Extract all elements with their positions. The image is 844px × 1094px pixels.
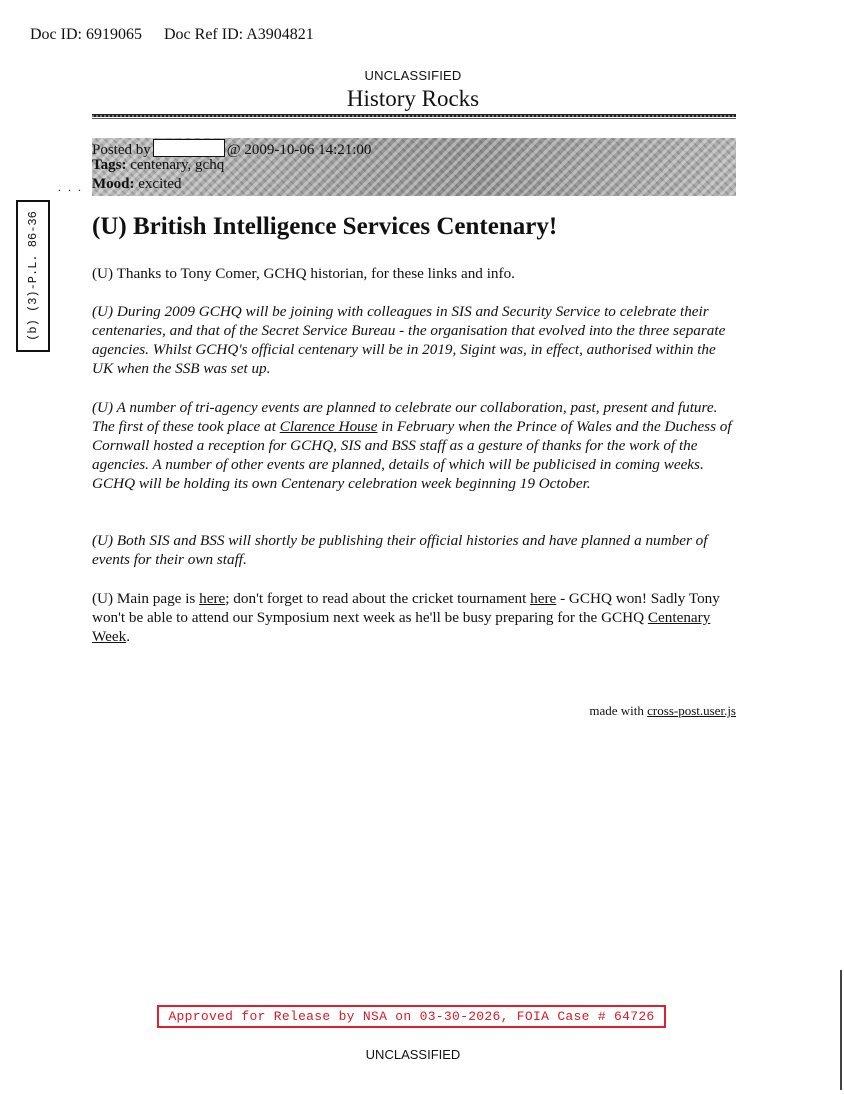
posted-by-label: Posted by [92,142,151,158]
stamp-leader-dots: . . . [58,180,83,194]
title-rule-thin [92,118,736,119]
cross-post-script-link[interactable]: cross-post.user.js [647,703,736,718]
title-rule-pattern [92,115,736,117]
post-paragraph-1: (U) Thanks to Tony Comer, GCHQ historian, for these links and info. [92,265,515,282]
document-ids [30,26,332,44]
made-with-note [480,703,736,719]
post-paragraph-4: (U) Both SIS and BSS will shortly be publishing their official histories and have planned a number of events for their own staff. [92,532,708,568]
exemption-stamp [16,200,50,352]
centenary-week-link[interactable]: Centenary Week [92,609,711,645]
tags-label: Tags: [92,157,127,173]
mood-label: Mood: [92,176,135,192]
classification-bottom: UNCLASSIFIED [365,1047,461,1062]
classification-top: UNCLASSIFIED [364,68,462,83]
post-paragraph-2: (U) During 2009 GCHQ will be joining with colleagues in SIS and Security Service to celebrate their centenaries, and that of the Secret Service Bureau - the organisation that evolved into the three separate agencies. Whilst GCHQ's official centenary will be in 2019, Sigint was, in effect, authorised within the UK when the SSB was set up. [92,303,726,377]
posted-by-line [92,139,371,159]
redacted-author [153,139,225,157]
p5-text-a: (U) Main page is [92,590,200,607]
p3-text-after: in February when the Prince of Wales and the Duchess of Cornwall hosted a reception for GCHQ, SIS and BSS staff as a gesture of thanks for the work of the agencies. A number of other events are planned, details of which will be publicised in coming weeks. GCHQ will be holding its own Centenary celebration week beginning 19 October. [92,418,732,492]
cricket-tournament-link[interactable]: here [530,590,557,607]
mood-value: excited [138,176,182,192]
made-with-label: made with [589,703,648,718]
post-title: (U) British Intelligence Services Centenary! [92,213,558,240]
exemption-stamp-text: (b) (3)-P.L. 86-36 [26,211,40,341]
doc-id: Doc ID: 6919065 [30,26,142,43]
clarence-house-link[interactable]: Clarence House [279,418,378,435]
mood-line [92,176,182,193]
p5-text-c: - GCHQ won! Sadly Tony won't be able to attend our Symposium next week as he'll be busy preparing for the GCHQ [92,590,720,626]
p5-text-b: ; don't forget to read about the cricket tournament [225,590,531,607]
release-approval-stamp: Approved for Release by NSA on 03-30-2026, FOIA Case # 64726 [157,1005,666,1028]
post-paragraph-3 [92,398,736,493]
doc-ref-id: Doc Ref ID: A3904821 [163,26,314,43]
scan-edge-mark [840,970,842,1090]
tags-line [92,157,224,174]
blog-title: History Rocks [346,86,480,111]
tags-value: centenary, gchq [130,157,225,173]
p3-text-before: (U) A number of tri-agency events are planned to celebrate our collaboration, past, present and future. The first of these took place at [92,399,718,435]
posted-timestamp: @ 2009-10-06 14:21:00 [226,142,372,158]
main-page-link[interactable]: here [199,590,226,607]
post-paragraph-5 [92,589,736,646]
post-meta-banner [92,138,736,196]
p5-text-d: . [126,628,130,645]
